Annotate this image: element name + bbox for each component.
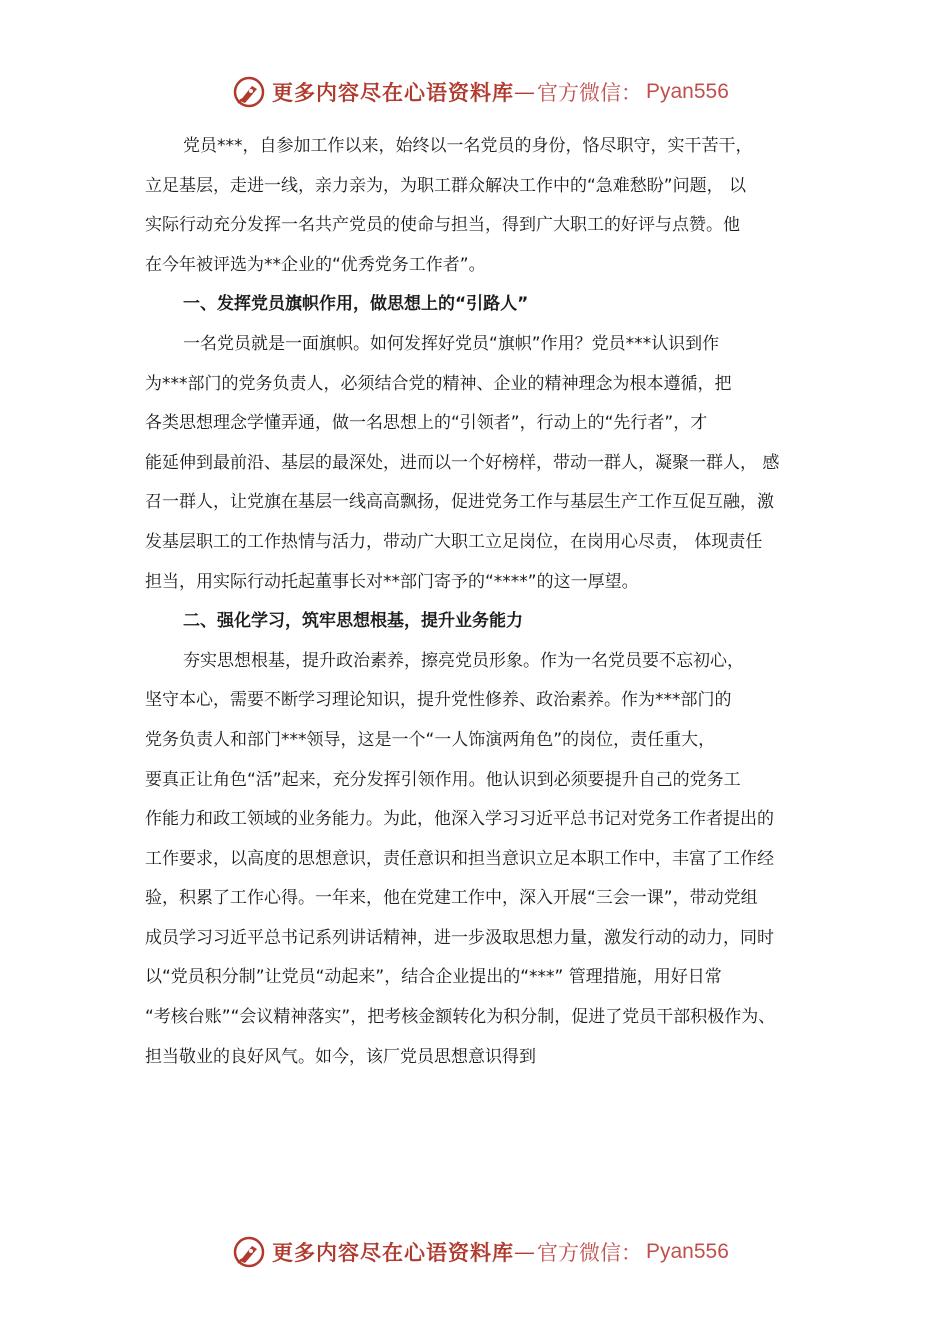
text-line: 夯实思想根基，提升政治素养，擦亮党员形象。作为一名党员要不忘初心， [183,650,744,671]
header-banner [232,74,752,110]
banner-wechat-label: 官方微信： [537,81,642,105]
text-line: 能延伸到最前沿、基层的最深处，进而以一个好榜样，带动一群人，凝聚一群人， 感 [145,452,780,473]
text-line: 以“党员积分制”让党员“动起来”，结合企业提出的“***” 管理措施，用好日常 [145,967,722,988]
banner-brand-text: 更多内容尽在心语资料库 [272,80,514,105]
text-line: 成员学习习近平总书记系列讲话精神，进一步汲取思想力量，激发行动的动力，同时 [145,927,774,948]
banner-wechat-id: Pyan556 [646,1240,729,1263]
text-line: 作能力和政工领域的业务能力。为此，他深入学习习近平总书记对党务工作者提出的 [145,809,774,830]
banner-separator: — [514,80,535,104]
banner-separator: — [514,1240,535,1264]
banner-wechat-id: Pyan556 [646,80,729,103]
text-line: 为***部门的党务负责人，必须结合党的精神、企业的精神理念为根本遵循，把 [145,373,732,394]
text-line: 一名党员就是一面旗帜。如何发挥好党员“旗帜”作用？党员***认识到作 [183,333,720,354]
text-line: 坚守本心，需要不断学习理论知识，提升党性修养、政治素养。作为***部门的 [145,690,732,711]
text-line: 党务负责人和部门***领导，这是一个“一人饰演两角色”的岗位，责任重大， [145,729,716,750]
text-line: 各类思想理念学懂弄通，做一名思想上的“引领者”，行动上的“先行者”，才 [145,413,708,434]
text-line: 发基层职工的工作热情与活力，带动广大职工立足岗位，在岗用心尽责， 体现责任 [145,531,763,552]
text-line: 担当，用实际行动托起董事长对**部门寄予的“****”的这一厚望。 [145,571,639,592]
text-line: 召一群人，让党旗在基层一线高高飘扬，促进党务工作与基层生产工作互促互融，激 [145,492,774,513]
banner-wechat-label: 官方微信： [537,1241,642,1265]
text-line: 担当敬业的良好风气。如今，该厂党员思想意识得到 [145,1046,536,1067]
text-line: “考核台账”“会议精神落实”，把考核金额转化为积分制，促进了党员干部积极作为、 [145,1007,776,1028]
text-line: 验，积累了工作心得。一年来，他在党建工作中，深入开展“三会一课”，带动党组 [145,888,758,909]
pen-nib-logo-icon [232,1235,266,1269]
text-line: 党员***，自参加工作以来，始终以一名党员的身份，恪尽职守，实干苦干， [183,136,753,156]
text-line: 实际行动充分发挥一名共产党员的使命与担当，得到广大职工的好评与点赞。他 [145,215,740,236]
text-line: 立足基层，走进一线，亲力亲为，为职工群众解决工作中的“急难愁盼”问题， 以 [145,175,747,196]
document-body [145,127,825,1077]
text-line: 要真正让角色“活”起来，充分发挥引领作用。他认识到必须要提升自己的党务工 [145,769,741,790]
banner-brand-text: 更多内容尽在心语资料库 [272,1240,514,1265]
pen-nib-logo-icon [232,75,266,109]
text-line: 工作要求，以高度的思想意识，责任意识和担当意识立足本职工作中，丰富了工作经 [145,848,774,869]
section-heading: 二、强化学习，筑牢思想根基，提升业务能力 [183,611,523,632]
section-heading: 一、发挥党员旗帜作用，做思想上的“引路人” [183,294,529,315]
footer-banner [232,1234,752,1270]
text-line: 在今年被评选为**企业的“优秀党务工作者”。 [145,254,486,275]
